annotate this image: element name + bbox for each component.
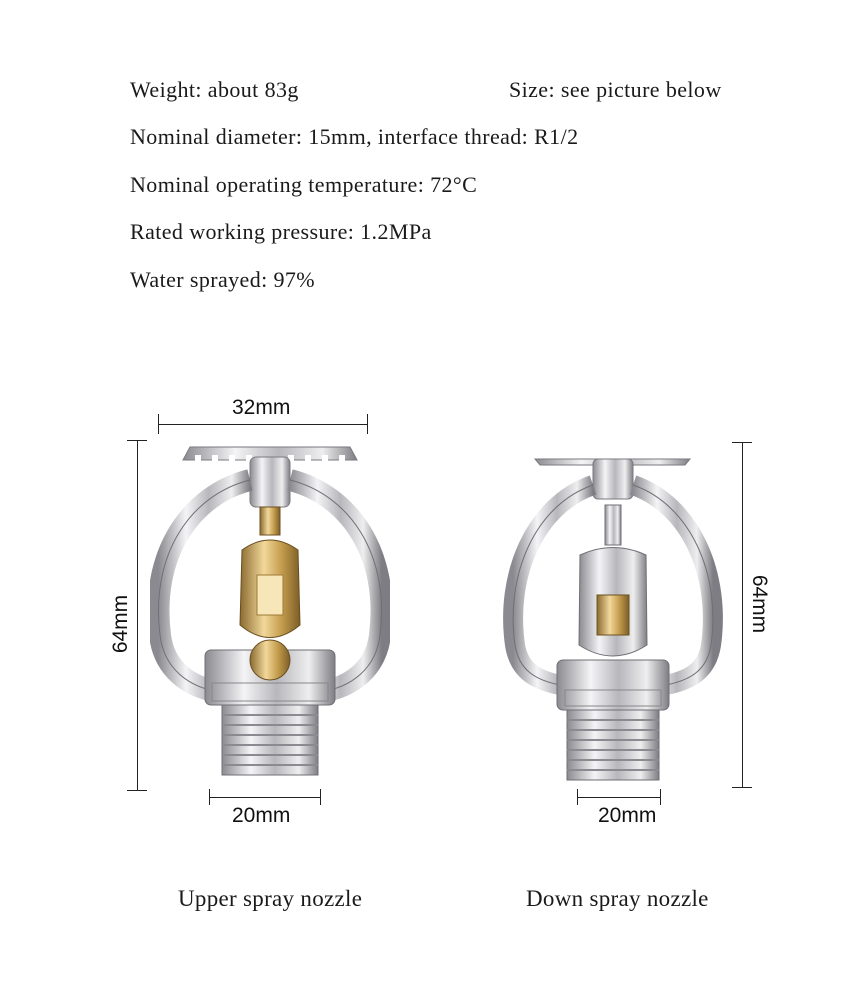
upper-height-label: 64mm: [109, 594, 133, 654]
upper-width-label: 32mm: [232, 396, 291, 419]
spec-size: Size: see picture below: [509, 77, 722, 102]
spec-weight: Weight: about 83g: [130, 77, 299, 102]
upper-spray-nozzle-image: [150, 435, 390, 785]
down-spray-nozzle-image: [495, 445, 735, 785]
down-height-label: 64mm: [748, 574, 772, 634]
spec-temperature: Nominal operating temperature: 72°C: [130, 172, 478, 197]
spec-diameter: Nominal diameter: 15mm, interface thread: R1/2: [130, 124, 579, 149]
spec-pressure: Rated working pressure: 1.2MPa: [130, 219, 432, 244]
upper-thread-label: 20mm: [232, 804, 291, 827]
spec-water: Water sprayed: 97%: [130, 267, 316, 292]
down-nozzle-caption: Down spray nozzle: [526, 886, 709, 911]
upper-nozzle-caption: Upper spray nozzle: [178, 886, 363, 911]
down-thread-label: 20mm: [598, 804, 657, 827]
